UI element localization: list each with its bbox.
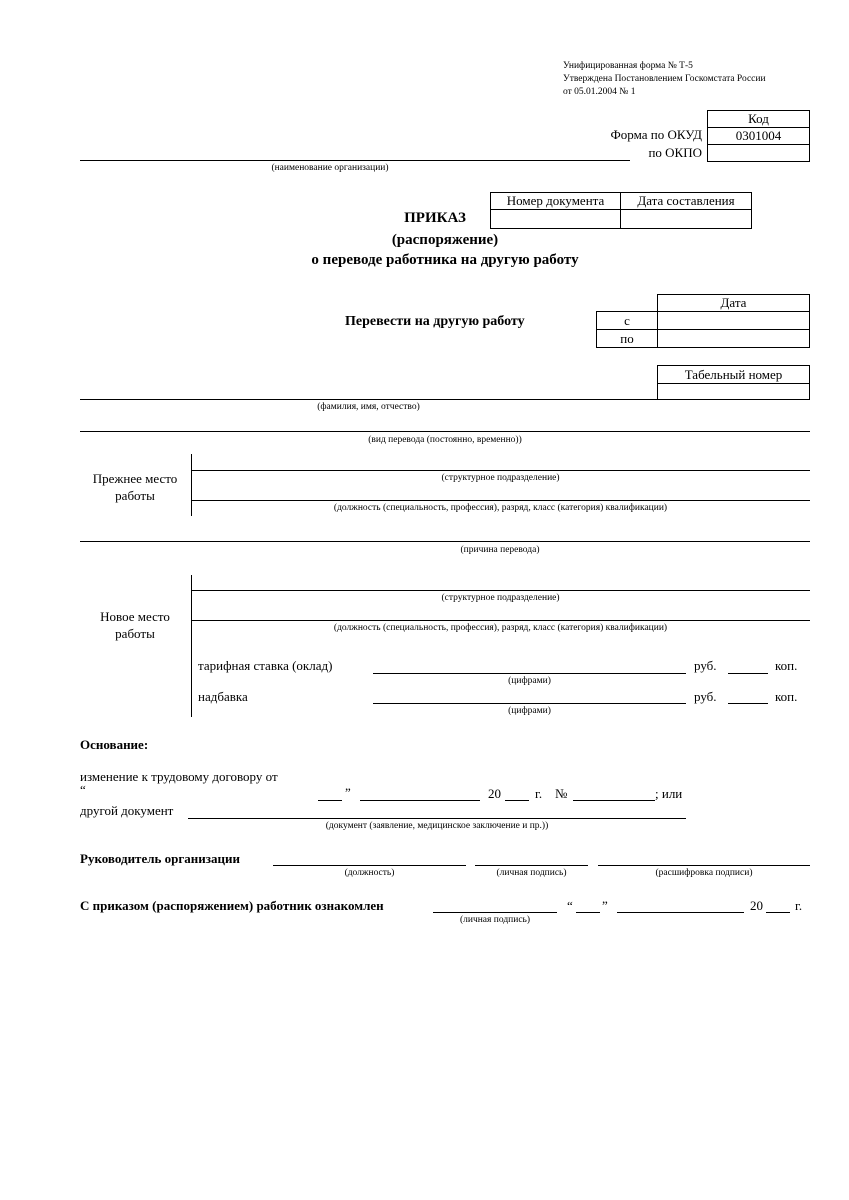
organization-caption: (наименование организации) (271, 163, 389, 173)
kod-header: Код (707, 110, 810, 128)
transfer-label: Перевести на другую работу (345, 314, 525, 329)
doc-date-header: Дата составления (620, 192, 752, 210)
head-position-field[interactable] (273, 865, 466, 866)
previous-position-line[interactable] (191, 500, 810, 501)
rate-field[interactable] (373, 673, 686, 674)
organization-field[interactable] (80, 146, 630, 161)
ack-year-field[interactable] (766, 912, 790, 913)
ack-quote-open: “ (567, 898, 573, 913)
ack-year-prefix: 20 (750, 898, 763, 913)
rate-rub-label: руб. (694, 658, 717, 673)
form-approved: Утверждена Постановлением Госкомстата России (563, 74, 766, 84)
form-header (563, 60, 766, 99)
title-rasporyazhenie: (распоряжение) (391, 232, 499, 248)
bonus-rub-label: руб. (694, 689, 717, 704)
reason-caption: (причина перевода) (460, 545, 540, 555)
bonus-digits-caption: (цифрами) (508, 706, 551, 716)
reason-line[interactable] (80, 541, 810, 542)
other-doc-label: другой документ (80, 803, 174, 818)
transfer-type-line[interactable] (80, 431, 810, 432)
head-label: Руководитель организации (80, 851, 240, 866)
tab-number-cell[interactable] (657, 383, 810, 400)
rate-label: тарифная ставка (оклад) (198, 658, 333, 673)
new-label-line2: работы (115, 626, 155, 641)
ack-label: С приказом (распоряжением) работник ознакомлен (80, 898, 384, 913)
new-label-line1: Новое место (100, 609, 170, 624)
form-approved-date: от 05.01.2004 № 1 (563, 87, 636, 97)
rate-digits-caption: (цифрами) (508, 676, 551, 686)
basis-or: ; или (655, 786, 683, 801)
transfer-to-label: по (596, 329, 658, 348)
head-signature-field[interactable] (475, 865, 588, 866)
doc-date-cell[interactable] (620, 209, 752, 229)
form-name: Унифицированная форма № Т-5 (563, 61, 693, 71)
previous-position-caption: (должность (специальность, профессия), разряд, класс (категория) квалификации) (333, 503, 668, 513)
title-subject: о переводе работника на другую работу (311, 252, 579, 268)
new-unit-line[interactable] (191, 590, 810, 591)
previous-label (80, 470, 190, 504)
okpo-label: по ОКПО (648, 145, 702, 160)
ack-month-field[interactable] (617, 912, 744, 913)
head-position-caption: (должность) (344, 868, 395, 878)
basis-day-field[interactable] (318, 800, 342, 801)
bonus-kop-label: коп. (775, 689, 798, 704)
head-decode-caption: (расшифровка подписи) (655, 868, 753, 878)
basis-number-sign: № (555, 786, 568, 801)
basis-month-field[interactable] (360, 800, 480, 801)
transfer-date-header: Дата (657, 294, 810, 312)
basis-number-field[interactable] (573, 800, 655, 801)
ack-signature-field[interactable] (433, 912, 557, 913)
tab-number-header: Табельный номер (657, 365, 810, 384)
previous-label-line1: Прежнее место (92, 471, 178, 486)
ack-day-field[interactable] (576, 912, 600, 913)
basis-quote-open: “ (80, 782, 86, 797)
head-decode-field[interactable] (598, 865, 810, 866)
new-unit-caption: (структурное подразделение) (441, 593, 560, 603)
ack-quote-close: ” (602, 898, 608, 913)
transfer-from-date[interactable] (657, 311, 810, 330)
transfer-to-date[interactable] (657, 329, 810, 348)
basis-contract-label: изменение к трудовому договору от (80, 769, 278, 784)
previous-label-line2: работы (115, 488, 155, 503)
basis-year-suffix: г. (535, 786, 543, 801)
other-doc-caption: (документ (заявление, медицинское заключение и пр.)) (325, 821, 549, 831)
new-position-line[interactable] (191, 620, 810, 621)
transfer-type-caption: (вид перевода (постоянно, временно)) (368, 435, 522, 445)
okpo-value-cell[interactable] (707, 144, 810, 162)
basis-quote-close: ” (345, 785, 351, 800)
previous-unit-caption: (структурное подразделение) (441, 473, 560, 483)
new-label (80, 608, 190, 642)
other-doc-field[interactable] (188, 818, 686, 819)
bonus-label: надбавка (198, 689, 248, 704)
ack-signature-caption: (личная подпись) (459, 915, 531, 925)
ack-year-suffix: г. (795, 898, 803, 913)
head-signature-caption: (личная подпись) (496, 868, 567, 878)
basis-year-field[interactable] (505, 800, 529, 801)
basis-year-prefix: 20 (488, 786, 501, 801)
previous-unit-line[interactable] (191, 470, 810, 471)
basis-title: Основание: (80, 737, 149, 752)
rate-kop-field[interactable] (728, 673, 768, 674)
rate-kop-label: коп. (775, 658, 798, 673)
doc-number-cell[interactable] (490, 209, 621, 229)
bonus-kop-field[interactable] (728, 703, 768, 704)
new-position-caption: (должность (специальность, профессия), разряд, класс (категория) квалификации) (333, 623, 668, 633)
bonus-field[interactable] (373, 703, 686, 704)
fio-caption: (фамилия, имя, отчество) (317, 402, 420, 412)
transfer-from-label: с (596, 311, 658, 330)
okud-value-cell[interactable]: 0301004 (707, 127, 810, 145)
title-prikaz: ПРИКАЗ (404, 210, 466, 226)
okud-label: Форма по ОКУД (610, 127, 702, 142)
fio-line[interactable] (80, 399, 657, 400)
doc-number-header: Номер документа (490, 192, 621, 210)
